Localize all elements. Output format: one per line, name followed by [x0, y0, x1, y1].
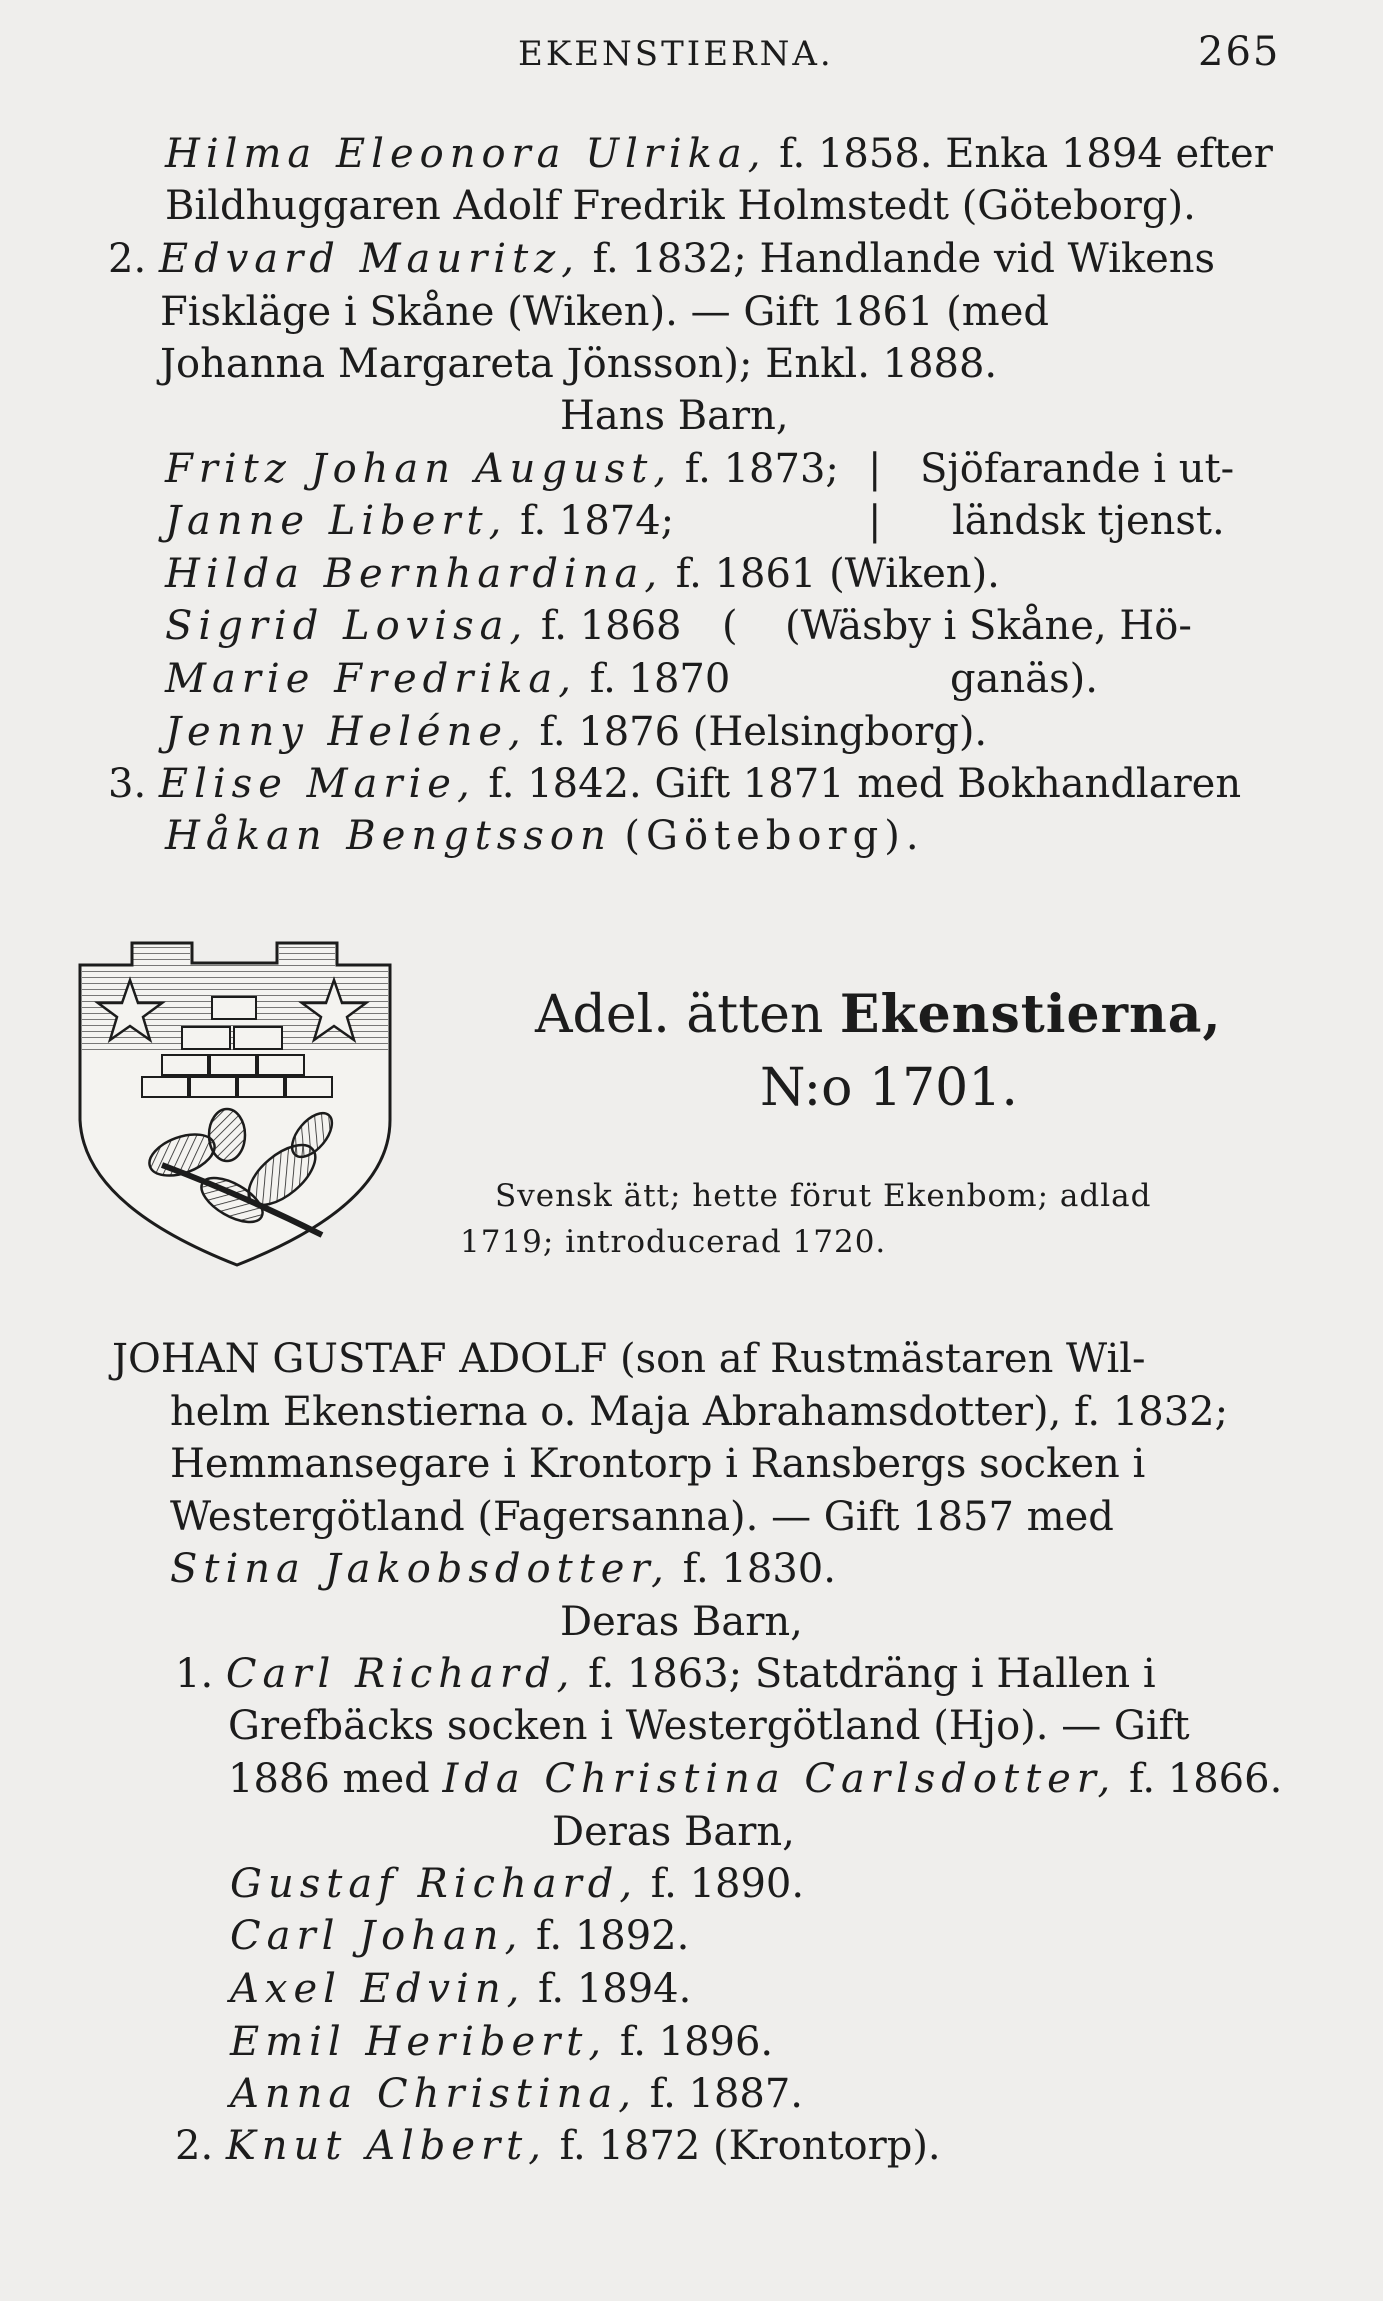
family-name: Ekenstierna, [839, 984, 1222, 1045]
family-title-prefix: Adel. ätten [535, 985, 824, 1045]
entry-carl-marriage [228, 1755, 1282, 1803]
brace-note: (Wäsby i Skåne, Hö- [785, 603, 1192, 649]
family-number: N:o 1701. [760, 1058, 1018, 1118]
child-text: f. 1873; [684, 446, 839, 492]
child-text: f. 1876 (Helsingborg). [539, 709, 988, 755]
spouse-name: Håkan Bengtsson [165, 813, 612, 859]
children-heading: Hans Barn, [560, 393, 789, 439]
entry-number: 2. [175, 2123, 214, 2169]
entry-text-line: helm Ekenstierna o. Maja Abrahamsdotter), f. 1832; [170, 1389, 1229, 1435]
entry-text: f. 1832; Handlande vid Wikens [592, 236, 1216, 282]
entry-johan: JOHAN GUSTAF ADOLF (son af Rustmästaren Wil- [112, 1336, 1146, 1382]
child-text: f. 1892. [536, 1913, 690, 1959]
child-name: Gustaf Richard, [230, 1861, 639, 1907]
family-description: 1719; introducerad 1720. [460, 1224, 887, 1260]
bleed-through-text [140, 405, 153, 451]
children-heading: Deras Barn, [560, 1599, 803, 1645]
coat-of-arms-emblem [72, 935, 402, 1270]
child-name: Janne Libert, [165, 498, 508, 544]
children-heading: Deras Barn, [552, 1809, 795, 1855]
entry-text: f. 1872 (Krontorp). [559, 2123, 941, 2169]
entry-text: f. 1866. [1128, 1756, 1283, 1802]
entry-number: 1. [175, 1651, 214, 1697]
child-text: f. 1896. [619, 2019, 774, 2065]
entry-carl [175, 1650, 1156, 1698]
child-text: f. 1861 (Wiken). [675, 551, 1000, 597]
brace-mark: ( [722, 603, 738, 649]
child-name: Emil Heribert, [230, 2019, 608, 2065]
brace-mark: | [868, 446, 882, 492]
grandchild-entry [230, 1912, 689, 1960]
child-name: Axel Edvin, [230, 1966, 526, 2012]
entry-text: 1886 med [228, 1756, 430, 1802]
entry-text: f. 1830. [682, 1546, 836, 1592]
entry-text-line: Fiskläge i Skåne (Wiken). — Gift 1861 (med [160, 289, 1049, 335]
entry-text: (Göteborg). [624, 813, 925, 859]
grandchild-entry [230, 1860, 804, 1908]
brace-note: ländsk tjenst. [952, 498, 1225, 544]
person-name: Hilma Eleonora Ulrika, [165, 131, 767, 177]
person-name: Edvard Mauritz, [158, 236, 580, 282]
brace-note: ganäs). [950, 656, 1098, 702]
child-name: Fritz Johan August, [165, 446, 673, 492]
child-name: Marie Fredrika, [165, 656, 577, 702]
child-text: f. 1887. [649, 2071, 804, 2117]
child-entry [165, 497, 674, 545]
brace-mark: | [868, 498, 882, 544]
child-entry [165, 708, 987, 756]
entry-text-line: Grefbäcks socken i Westergötland (Hjo). — Gift [228, 1703, 1190, 1749]
grandchild-entry [230, 2070, 803, 2118]
entry-knut [175, 2122, 941, 2170]
child-name: Carl Johan, [230, 1913, 524, 1959]
brace-note: Sjöfarande i ut- [920, 446, 1235, 492]
child-entry [165, 655, 730, 703]
entry-text-line: Bildhuggaren Adolf Fredrik Holmstedt (Göteborg). [165, 183, 1196, 229]
family-description: Svensk ätt; hette förut Ekenbom; adlad [495, 1178, 1152, 1214]
child-entry [165, 550, 1000, 598]
child-name: Anna Christina, [230, 2071, 637, 2117]
family-title [535, 985, 1222, 1045]
entry-number: 3. [108, 761, 147, 807]
entry-number: 2. [108, 236, 147, 282]
person-name: Elise Marie, [158, 761, 476, 807]
entry-text-line: Westergötland (Fagersanna). — Gift 1857 med [170, 1494, 1114, 1540]
entry-text-line: Johanna Margareta Jönsson); Enkl. 1888. [160, 341, 998, 387]
entry-edvard [108, 235, 1215, 283]
spouse-name: Stina Jakobsdotter, [170, 1546, 670, 1592]
entry-text: f. 1863; Statdräng i Hallen i [588, 1651, 1156, 1697]
grandchild-entry [230, 1965, 691, 2013]
child-text: f. 1868 [540, 603, 682, 649]
spouse-name: Ida Christina Carlsdotter, [442, 1756, 1117, 1802]
entry-elise-cont [165, 812, 925, 860]
child-name: Sigrid Lovisa, [165, 603, 529, 649]
child-text: f. 1894. [538, 1966, 692, 2012]
person-name: Carl Richard, [225, 1651, 576, 1697]
running-title: EKENSTIERNA. [518, 34, 834, 74]
child-name: Hilda Bernhardina, [165, 551, 664, 597]
entry-text-line: Hemmansegare i Krontorp i Ransbergs socken i [170, 1441, 1146, 1487]
entry-text: f. 1858. Enka 1894 efter [779, 131, 1273, 177]
entry-wife [170, 1545, 836, 1593]
person-name: Knut Albert, [225, 2123, 547, 2169]
child-text: f. 1870 [589, 656, 731, 702]
child-entry [165, 602, 682, 650]
grandchild-entry [230, 2018, 773, 2066]
entry-hilma [165, 130, 1273, 178]
child-text: f. 1890. [650, 1861, 805, 1907]
entry-text: f. 1842. Gift 1871 med Bokhandlaren [488, 761, 1242, 807]
child-text: f. 1874; [520, 498, 675, 544]
child-entry [165, 445, 839, 493]
entry-elise [108, 760, 1241, 808]
page-number: 265 [1198, 29, 1281, 75]
child-name: Jenny Heléne, [165, 709, 527, 755]
